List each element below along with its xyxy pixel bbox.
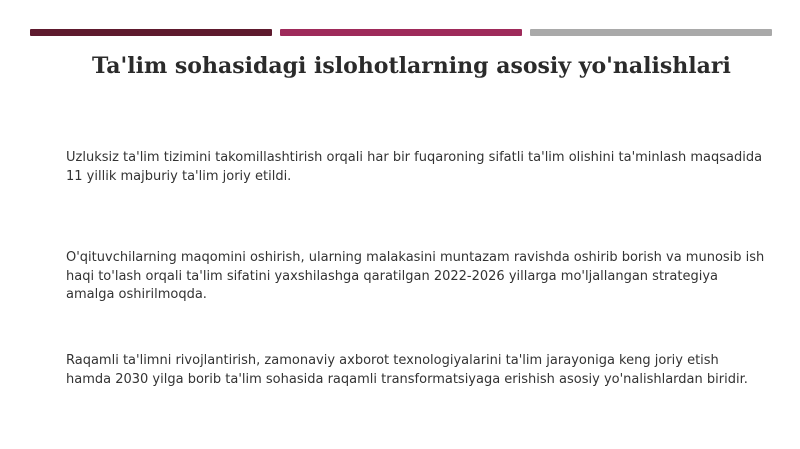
slide-title: Ta'lim sohasidagi islohotlarning asosiy yo'nalishlari <box>92 53 731 79</box>
header-decoration <box>30 29 772 36</box>
header-bar-1 <box>30 29 272 36</box>
header-bar-2 <box>280 29 522 36</box>
paragraph-continuous-education: Uzluksiz ta'lim tizimini takomillashtirish orqali har bir fuqaroning sifatli ta'lim olishini ta'minlash maqsadida 11 yillik majburiy ta'lim joriy etildi. <box>66 150 763 184</box>
header-bar-3 <box>530 29 772 36</box>
paragraph-digital-education: Raqamli ta'limni rivojlantirish, zamonaviy axborot texnologiyalarini ta'lim jarayoniga keng joriy etish hamda 2030 yilga borib ta'lim sohasida raqamli transformatsiyaga erishish asosiy yo'nalishlardan biridir. <box>66 353 748 387</box>
paragraph-teacher-status: O'qituvchilarning maqomini oshirish, ularning malakasini muntazam ravishda oshirib borish va munosib ish haqi to'lash orqali ta'lim sifatini yaxshilashga qaratilgan 2022-2026 yillarga mo'ljallangan strategiya amalga oshirilmoqda. <box>66 250 765 302</box>
